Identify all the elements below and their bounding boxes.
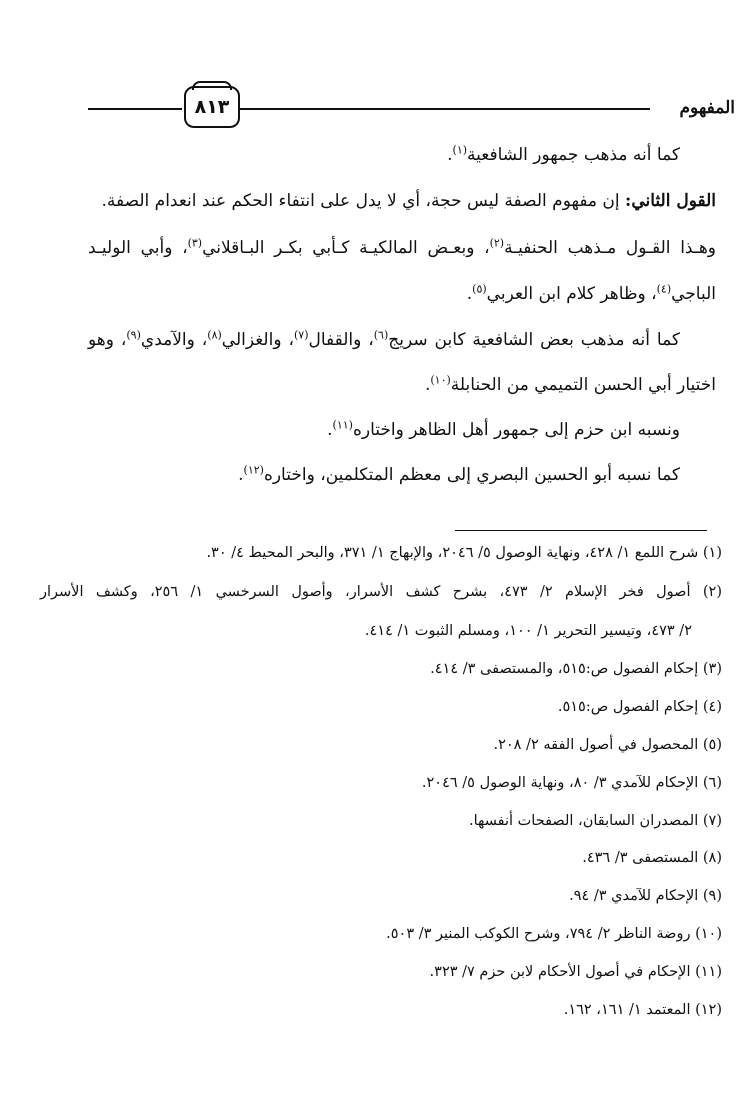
paragraph-1: كما أنه مذهب جمهور الشافعية$^{(١)}$. xyxy=(447,143,680,165)
footnote-3: (٣) إحكام الفصول ص:٥١٥، والمستصفى ٣/ ٤١٤. xyxy=(430,661,722,677)
paragraph-4-line-1: كما أنه مذهب بعض الشافعية كابن سريج$^{(٦)}$، والقفال$^{(٧)}$، والغزالي$^{(٨)}$، والآمدي$^{(٩)}$، وهو xyxy=(88,328,681,350)
footnote-1: (١) شرح اللمع ١/ ٤٢٨، ونهاية الوصول ٥/ ٢٠٤٦، والإبهاج ١/ ٣٧١، والبحر المحيط ٤/ ٣٠. xyxy=(206,545,722,561)
footnote-ref: (٩) xyxy=(126,328,141,342)
footnote-11: (١١) الإحكام في أصول الأحكام لابن حزم ٧/ ٣٢٣. xyxy=(429,964,722,980)
footnote-separator xyxy=(455,530,707,531)
paragraph-6: كما نسبه أبو الحسين البصري إلى معظم المتكلمين، واختاره$^{(١٢)}$. xyxy=(238,463,680,485)
running-title: المفهوم xyxy=(679,98,735,118)
footnote-9: (٩) الإحكام للآمدي ٣/ ٩٤. xyxy=(569,888,722,904)
paragraph-3-line-1: وهـذا القـول مـذهب الحنفيـة$^{(٢)}$، وبعـض المالكيـة كـأبي بكـر البـاقلاني$^{(٣)}$، وأبي الوليـد xyxy=(88,236,716,258)
footnote-2: (٢) أصول فخر الإسلام ٢/ ٤٧٣، بشرح كشف الأسرار، وأصول السرخسي ١/ ٢٥٦، وكشف الأسرار xyxy=(40,584,722,600)
second-opinion-label: القول الثاني: xyxy=(625,191,716,211)
footnote-ref: (١٠) xyxy=(430,373,451,387)
paragraph-4-line-2: اختيار أبي الحسن التميمي من الحنابلة$^{(١٠)}$. xyxy=(424,373,716,395)
paragraph-2: القول الثاني: إن مفهوم الصفة ليس حجة، أي لا يدل على انتفاء الحكم عند انعدام الصفة. xyxy=(101,191,716,211)
footnote-2-continued: ٢/ ٤٧٣، وتيسير التحرير ١/ ١٠٠، ومسلم الثبوت ١/ ٤١٤. xyxy=(364,623,692,639)
footnote-ref: (١) xyxy=(452,143,468,157)
header-rule-left xyxy=(88,108,182,110)
footnote-10: (١٠) روضة الناظر ٢/ ٧٩٤، وشرح الكوكب المنير ٣/ ٥٠٣. xyxy=(386,926,722,942)
paragraph-3-line-2: الباجي$^{(٤)}$، وظاهر كلام ابن العربي$^{(٥)}$. xyxy=(466,282,716,304)
footnote-ref: (٧) xyxy=(293,328,309,342)
footnote-6: (٦) الإحكام للآمدي ٣/ ٨٠، ونهاية الوصول ٥/ ٢٠٤٦. xyxy=(421,775,722,791)
footnote-4: (٤) إحكام الفصول ص:٥١٥. xyxy=(557,699,722,715)
footnote-12: (١٢) المعتمد ١/ ١٦١، ١٦٢. xyxy=(563,1002,722,1018)
header-rule-right xyxy=(240,108,650,110)
paragraph-5: ونسبه ابن حزم إلى جمهور أهل الظاهر واختاره$^{(١١)}$. xyxy=(327,418,680,440)
footnote-ref: (٦) xyxy=(373,328,389,342)
footnote-ref: (٢) xyxy=(489,236,505,250)
footnote-5: (٥) المحصول في أصول الفقه ٢/ ٢٠٨. xyxy=(493,737,722,753)
footnote-ref: (١٢) xyxy=(243,463,264,477)
footnote-7: (٧) المصدران السابقان، الصفحات أنفسها. xyxy=(468,813,722,829)
footnote-8: (٨) المستصفى ٣/ ٤٣٦. xyxy=(582,850,722,866)
footnote-ref: (١١) xyxy=(332,418,353,432)
page-number: ٨١٣ xyxy=(184,86,240,128)
footnote-ref: (٤) xyxy=(656,282,672,296)
footnote-ref: (٥) xyxy=(472,282,487,296)
footnote-ref: (٨) xyxy=(207,328,222,342)
footnote-ref: (٣) xyxy=(187,236,203,250)
